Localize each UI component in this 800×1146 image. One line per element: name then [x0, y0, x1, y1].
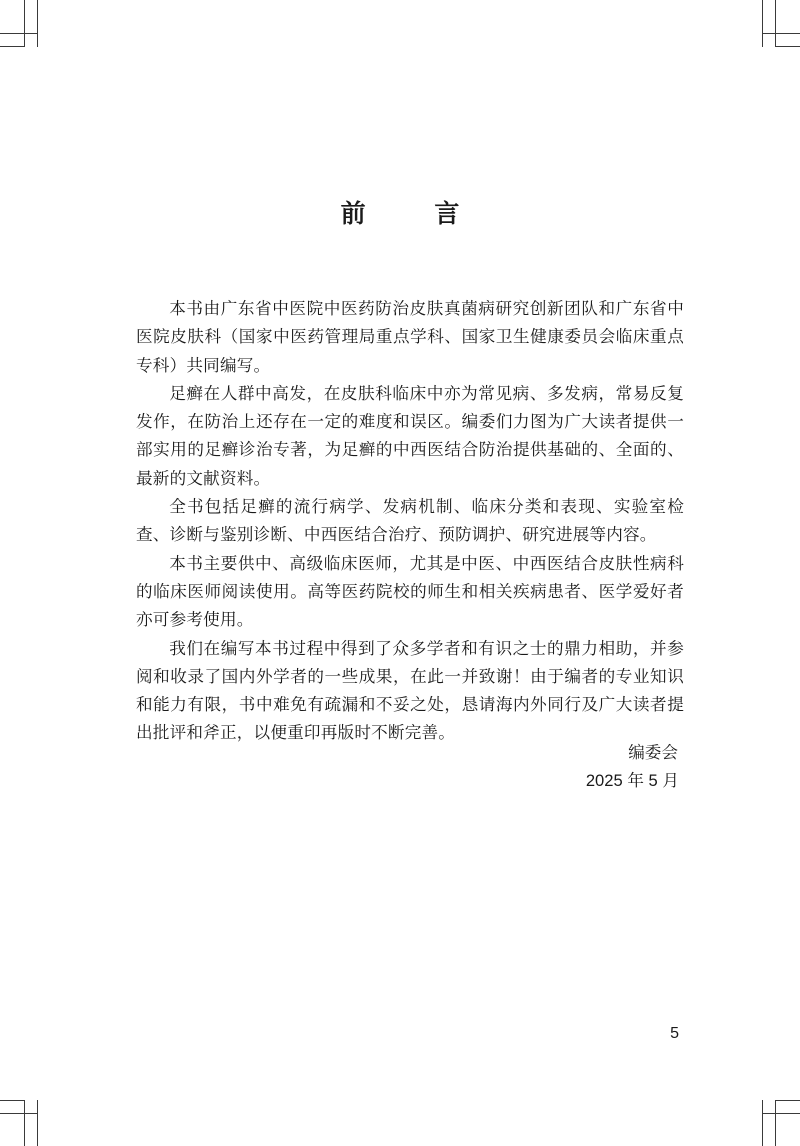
- page-title: 前 言: [340, 199, 490, 228]
- crop-mark: [24, 0, 25, 47]
- paragraph: 本书由广东省中医院中医药防治皮肤真菌病研究创新团队和广东省中医院皮肤科（国家中医药管理局重点学科、国家卫生健康委员会临床重点专科）共同编写。: [136, 299, 684, 375]
- crop-mark: [0, 1100, 24, 1101]
- crop-mark: [775, 46, 800, 47]
- preface-body: [136, 295, 684, 748]
- crop-mark: [0, 1113, 37, 1114]
- crop-mark: [37, 0, 38, 47]
- crop-mark: [775, 1100, 800, 1101]
- crop-mark: [775, 0, 776, 47]
- paragraph: 本书主要供中、高级临床医师，尤其是中医、中西医结合皮肤性病科的临床医师阅读使用。高等医药院校的师生和相关疾病患者、医学爱好者亦可参考使用。: [136, 553, 684, 630]
- crop-mark: [762, 1113, 800, 1114]
- page-number: 5: [670, 1025, 679, 1042]
- paragraph: 足癣在人群中高发，在皮肤科临床中亦为常见病、多发病，常易反复发作，在防治上还存在一定的难度和误区。编委们力图为广大读者提供一部实用的足癣诊治专著，为足癣的中西医结合防治提供基础的、全面的、最新的文献资料。: [136, 383, 684, 488]
- crop-mark: [762, 33, 800, 34]
- paragraph: 我们在编写本书过程中得到了众多学者和有识之士的鼎力相助，并参阅和收录了国内外学者的一些成果，在此一并致谢！由于编者的专业知识和能力有限，书中难免有疏漏和不妥之处，恳请海内外同行及广大读者提出批评和斧正，以便重印再版时不断完善。: [136, 638, 684, 743]
- signature-committee: 编委会: [628, 743, 678, 762]
- crop-mark: [762, 1100, 763, 1146]
- crop-mark: [762, 0, 763, 47]
- signature-date: 2025 年 5 月: [585, 771, 679, 790]
- crop-mark: [0, 33, 37, 34]
- crop-mark: [37, 1100, 38, 1146]
- crop-mark: [24, 1100, 25, 1146]
- crop-mark: [775, 1100, 776, 1146]
- paragraph: 全书包括足癣的流行病学、发病机制、临床分类和表现、实验室检查、诊断与鉴别诊断、中西医结合治疗、预防调护、研究进展等内容。: [136, 497, 684, 545]
- crop-mark: [0, 46, 24, 47]
